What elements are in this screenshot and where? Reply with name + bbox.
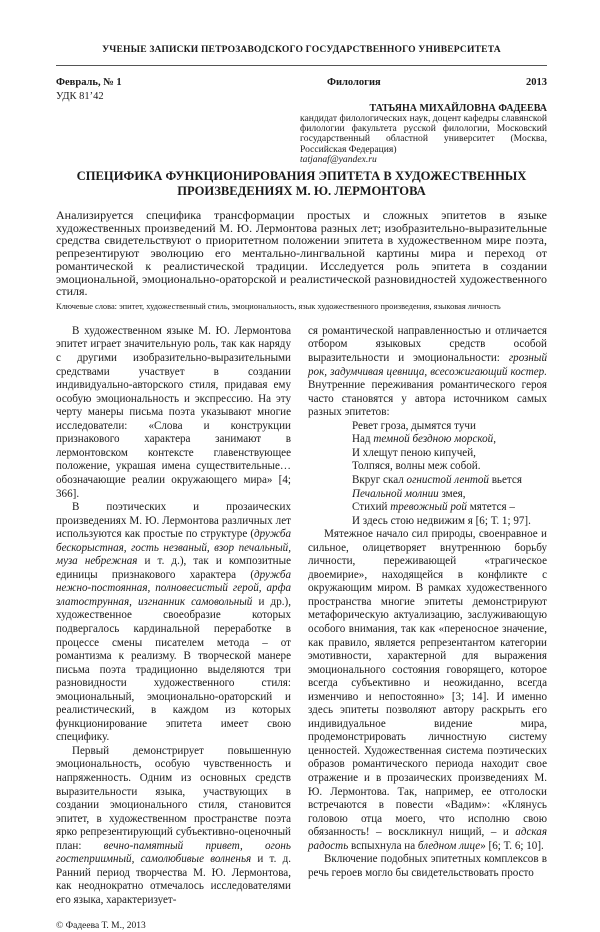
body-paragraph — [308, 528, 547, 853]
poem-line — [352, 474, 547, 488]
poem-line — [352, 460, 547, 474]
text-segment: И хлещут пеною кипучей, — [352, 446, 476, 459]
left-column-wrapper — [56, 325, 291, 932]
text-segment: змея, — [438, 487, 466, 500]
text-segment: Мятежное начало сил природы, своенравное и сильное, олицетворяет внутреннюю борьбу личности, переживающей «трагическое двоемирие», находящейся в конфликте с окружающим миром. В рамках художественного пространства многие эпитеты демонстрируют метафорическую актуализацию, заслуживающую особого внимания, так как «переносное значение, как правило, является репрезентантом категории эмотивности, характерной для выражения эмоционального состояния говорящего, которое всегда субъективно и неожиданно, всегда изменчиво и непостоянно» [3; 14]. И именно здесь эпитеты позволяют автору раскрыть его индивидуальное видение мира, продемонстрировать личностную систему ценностей. Художественная система поэтических образов романтического периода находит свое отражение и в прозаических произведениях М. Ю. Лермонтова. Так, например, ее отголоски встречаются в повести «Вадим»: «Клянусь головою отца моего, что исполню свою обязанность! – воскликнул нищий, – и — [308, 528, 547, 839]
text-segment: Включение подобных эпитетных комплексов в речь героев могло бы свидетельствовать просто — [308, 853, 547, 879]
italic-epithet: тревожный рой — [390, 501, 467, 514]
author-name: ТАТЬЯНА МИХАЙЛОВНА ФАДЕЕВА — [369, 103, 547, 114]
text-segment: И здесь стою недвижим я [6; Т. 1; 97]. — [352, 514, 531, 527]
poem-line — [352, 420, 547, 434]
udk-code: УДК 81’42 — [56, 91, 104, 102]
two-column-body — [56, 325, 547, 932]
poem-quote — [352, 420, 547, 528]
text-segment: Толпяся, волны меж собой. — [352, 460, 481, 473]
text-segment: ся романтической направленностью и отличается отбором языковых средств особой выразительности и эмоциональности: — [308, 324, 547, 365]
poem-line — [352, 433, 547, 447]
text-segment: Вкруг скал — [352, 473, 407, 486]
section-label: Филология — [326, 77, 381, 88]
text-segment: вьется — [488, 473, 522, 486]
text-segment: мятется – — [466, 501, 515, 514]
left-column — [56, 325, 291, 908]
italic-epithet: бледном лице — [417, 839, 481, 852]
poem-line — [352, 488, 547, 502]
italic-epithet: вечно-памятный привет, огонь гостеприимный, самолюбивые волненья — [56, 839, 291, 866]
poem-line — [352, 447, 547, 461]
body-paragraph — [308, 325, 547, 420]
text-segment: Внутренние переживания романтического героя часто становятся у автора источником самых разных эпитетов: — [308, 379, 547, 419]
text-segment: вспыхнула на — [348, 839, 418, 852]
italic-epithet: дружба нежно-постоянная, полновесистый герой, арфа златострунная, изгнанник самовольный — [56, 568, 291, 608]
body-paragraph — [56, 501, 291, 745]
text-segment: В художественном языке М. Ю. Лермонтова эпитет играет значительную роль, так как наряду с другими изобразительно-выразительными средствами участвует в создании индивидуально-авторского стиля, придавая ему особую эмоциональность и экспрессию. На эту черту манеры письма поэта указывают многие исследователи: «Слова и конструкции признакового характера занимают в лермонтовском контексте главенствующее положение, украшая имена существительные… обозначающие реалии окружающего мира» [4; 366]. — [56, 324, 291, 500]
text-segment: » [6; Т. 6; 10]. — [480, 839, 544, 852]
article-title-line: СПЕЦИФИКА ФУНКЦИОНИРОВАНИЯ ЭПИТЕТА В ХУДОЖЕСТВЕННЫХ — [76, 169, 527, 184]
text-segment: Над — [352, 433, 374, 446]
body-paragraph — [56, 745, 291, 908]
issue-label: Февраль, № 1 — [56, 77, 122, 88]
year-label: 2013 — [526, 77, 547, 88]
right-column — [308, 325, 547, 880]
article-title — [56, 169, 547, 198]
body-paragraph — [308, 853, 547, 880]
poem-line — [352, 501, 547, 515]
article-title-line: ПРОИЗВЕДЕНИЯХ М. Ю. ЛЕРМОНТОВА — [177, 183, 426, 198]
header-divider — [56, 65, 547, 66]
copyright: © Фадеева Т. М., 2013 — [56, 921, 146, 932]
text-segment: и др.), художественное своеобразие которых подвергалось кардинальной переработке в процессе смены писателем метода – от романтизма к реализму. В творческой манере письма поэта традиционно выделяются три разновидности художественного стиля: эмоциональный, эмоционально-ораторский и реалистический, в каждом из которых функционирование эпитета имеет свою специфику. — [56, 595, 291, 744]
text-segment: Стихий — [352, 501, 391, 514]
abstract: Анализируется специфика трансформации простых и сложных эпитетов в языке художественных произведений М. Ю. Лермонтова разных лет; изобразительно-выразительные средства свидетельствуют о приоритетном положении эпитета в художественном мире поэта, репрезентируют эволюцию его ментально-лингвальной картины мира и переход от романтической к реалистической традиции. Исследуется роль эпитета в создании эмоциональной, эмоционально-ораторской и реалистической разновидностей художественного стиля. — [56, 208, 547, 299]
italic-epithet: огнистой лентой — [406, 473, 489, 486]
keywords: Ключевые слова: эпитет, художественный стиль, эмоциональность, язык художественного произведения, языковая личность — [56, 301, 501, 311]
author-email[interactable]: tatjanaf@yandex.ru — [300, 153, 377, 165]
text-segment: и т. д.), так и композитные единицы признакового характера ( — [56, 555, 291, 581]
issue-meta-row — [56, 77, 547, 88]
text-segment: и т. д. Ранний период творчества М. Ю. Лермонтова, как неоднократно отмечалось исследователями его языка, характеризует- — [56, 853, 291, 906]
text-segment: Ревет гроза, дымятся тучи — [352, 419, 476, 432]
italic-epithet: дружба бескорыстная, гость незваный, взор печальный, муза небрежная — [56, 528, 291, 568]
italic-epithet: адская радость — [308, 826, 547, 852]
italic-epithet: грозный рок, задумчивая цевница, всесожигающий костер. — [308, 352, 547, 378]
text-segment: , — [493, 433, 497, 446]
poem-line — [352, 515, 547, 529]
italic-epithet: темной бездною морской — [373, 433, 494, 446]
article-body — [56, 103, 547, 932]
body-paragraph — [56, 325, 291, 501]
italic-epithet: Печальной молнии — [352, 487, 439, 500]
text-segment: Первый демонстрирует повышенную эмоциональность, особую чувственность и напряженность. Одним из основных средств выразительности языка, участвующих в создании эмоционального стиля, становится эпитет, в художественном пространстве поэта ярко репрезентирующий субъективно-оценочный план: — [56, 744, 291, 852]
journal-title: УЧЕНЫЕ ЗАПИСКИ ПЕТРОЗАВОДСКОГО ГОСУДАРСТВЕННОГО УНИВЕРСИТЕТА — [102, 44, 501, 55]
text-segment: В поэтических и прозаических произведениях М. Ю. Лермонтова различных лет используются как простые по структуре ( — [56, 501, 291, 541]
author-block — [300, 103, 547, 165]
author-affiliation: кандидат филологических наук, доцент кафедры славянской филологии факультета русской филологии, Московский государственный областной университет (Москва, Российская Федерация) — [300, 113, 547, 155]
